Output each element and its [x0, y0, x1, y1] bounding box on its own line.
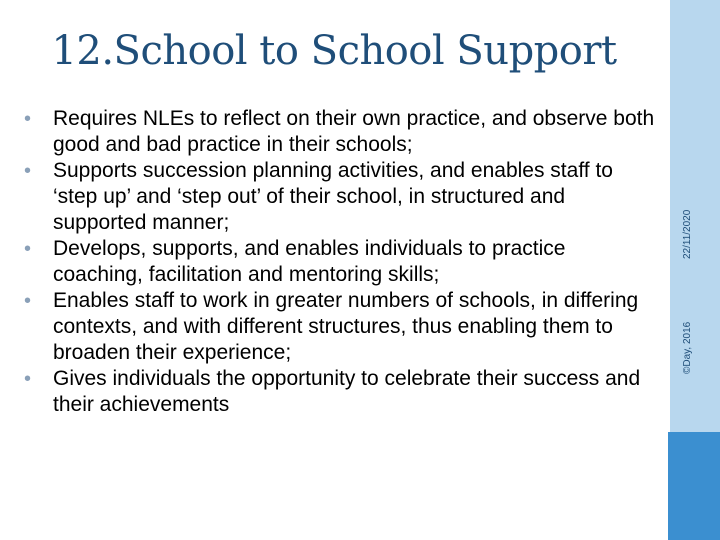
side-bar — [668, 0, 720, 540]
bullet-item — [18, 366, 658, 418]
bullet-item — [18, 106, 658, 158]
bullet-marker: • — [24, 290, 32, 312]
bullet-item — [18, 158, 658, 236]
bullet-item — [18, 236, 658, 288]
slide-date: 22/11/2020 — [682, 209, 693, 259]
bullet-marker: • — [24, 238, 32, 260]
bullet-marker: • — [24, 108, 32, 130]
bullet-text: Enables staff to work in greater numbers of schools, in differing contexts, and with different structures, thus enabling them to broaden their experience; — [53, 289, 639, 364]
side-bar-accent — [668, 432, 720, 540]
bullet-list — [18, 106, 658, 418]
bullet-text: Develops, supports, and enables individuals to practice coaching, facilitation and mentoring skills; — [53, 237, 566, 286]
slide-title: 12.School to School Support — [51, 28, 617, 74]
copyright-footer: ©Day, 2016 — [682, 321, 693, 374]
bullet-text: Requires NLEs to reflect on their own practice, and observe both good and bad practice in their schools; — [53, 107, 655, 156]
bullet-marker: • — [24, 160, 32, 182]
bullet-text: Gives individuals the opportunity to celebrate their success and their achievements — [53, 367, 641, 416]
bullet-marker: • — [24, 368, 32, 390]
bullet-text: Supports succession planning activities, and enables staff to ‘step up’ and ‘step out’ of their school, in structured and supported manner; — [53, 159, 613, 234]
bullet-item — [18, 288, 658, 366]
